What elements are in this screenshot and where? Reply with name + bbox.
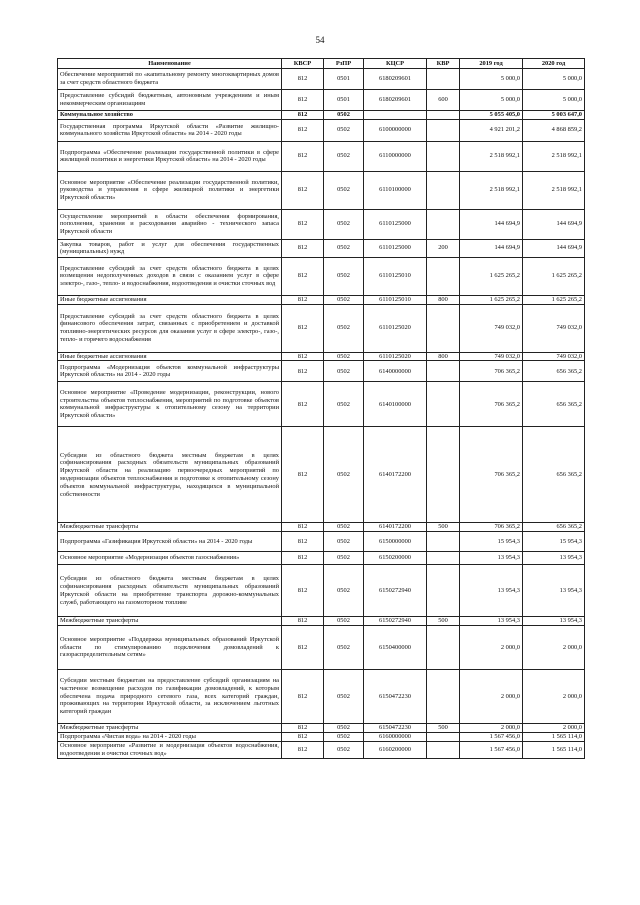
table-row bbox=[58, 670, 585, 724]
cell-kvsr: 812 bbox=[282, 552, 324, 565]
cell-kcsr: 6110125010 bbox=[364, 257, 427, 295]
cell-rzpr: 0502 bbox=[324, 741, 364, 758]
cell-2020: 1 565 114,0 bbox=[523, 732, 585, 741]
header-kcsr: КЦСР bbox=[364, 59, 427, 69]
cell-2020: 749 032,0 bbox=[523, 304, 585, 352]
cell-2019: 1 567 456,0 bbox=[460, 732, 523, 741]
cell-kvsr: 812 bbox=[282, 732, 324, 741]
cell-kvsr: 812 bbox=[282, 304, 324, 352]
cell-name: Межбюджетные трансферты bbox=[58, 523, 282, 532]
cell-2020: 2 000,0 bbox=[523, 626, 585, 670]
cell-2020: 4 868 859,2 bbox=[523, 119, 585, 141]
cell-rzpr: 0502 bbox=[324, 239, 364, 257]
cell-2019: 2 000,0 bbox=[460, 670, 523, 724]
cell-kvr bbox=[427, 565, 460, 617]
cell-kvr bbox=[427, 209, 460, 239]
cell-2019: 749 032,0 bbox=[460, 352, 523, 361]
cell-kcsr: 6110125010 bbox=[364, 295, 427, 304]
cell-kvr: 800 bbox=[427, 352, 460, 361]
cell-kvr bbox=[427, 382, 460, 427]
cell-kvr: 500 bbox=[427, 523, 460, 532]
table-row bbox=[58, 69, 585, 90]
cell-kvsr: 812 bbox=[282, 532, 324, 552]
cell-name: Подпрограмма «Газификация Иркутской области» на 2014 - 2020 годы bbox=[58, 532, 282, 552]
cell-2019: 2 000,0 bbox=[460, 626, 523, 670]
cell-rzpr: 0502 bbox=[324, 304, 364, 352]
cell-name: Государственная программа Иркутской области «Развитие жилищно-коммунального хозяйства Иркутской области» на 2014 - 2020 годы bbox=[58, 119, 282, 141]
cell-kvsr: 812 bbox=[282, 741, 324, 758]
cell-name: Основное мероприятие «Поддержка муниципальных образований Иркутской области по стимулированию подключения домовладений к газораспределительным сетям» bbox=[58, 626, 282, 670]
cell-kvr: 200 bbox=[427, 239, 460, 257]
table-row bbox=[58, 361, 585, 382]
cell-2020: 656 365,2 bbox=[523, 523, 585, 532]
table-row bbox=[58, 532, 585, 552]
header-kvr: КВР bbox=[427, 59, 460, 69]
cell-2019: 706 365,2 bbox=[460, 523, 523, 532]
cell-rzpr: 0502 bbox=[324, 617, 364, 626]
cell-kcsr: 6110125020 bbox=[364, 352, 427, 361]
cell-kvr: 600 bbox=[427, 90, 460, 111]
cell-kvsr: 812 bbox=[282, 119, 324, 141]
header-name: Наименование bbox=[58, 59, 282, 69]
cell-2019: 706 365,2 bbox=[460, 361, 523, 382]
cell-name: Предоставление субсидий за счет средств областного бюджета в целях финансового обеспечения затрат, связанных с приобретением и доставкой топливно-энергетических ресурсов для оказания услуг в сфере электро-, газо-, тепло- и горячего водоснабжения bbox=[58, 304, 282, 352]
cell-kvsr: 812 bbox=[282, 295, 324, 304]
table-row bbox=[58, 724, 585, 733]
cell-2020: 13 954,3 bbox=[523, 565, 585, 617]
cell-2020: 1 565 114,0 bbox=[523, 741, 585, 758]
table-header-row bbox=[58, 59, 585, 69]
cell-2020: 5 000,0 bbox=[523, 90, 585, 111]
cell-2019: 749 032,0 bbox=[460, 304, 523, 352]
cell-kvr bbox=[427, 741, 460, 758]
cell-rzpr: 0502 bbox=[324, 523, 364, 532]
cell-2020: 749 032,0 bbox=[523, 352, 585, 361]
cell-name: Межбюджетные трансферты bbox=[58, 617, 282, 626]
cell-kcsr: 6150000000 bbox=[364, 532, 427, 552]
table-row bbox=[58, 257, 585, 295]
cell-name: Субсидии из областного бюджета местным бюджетам в целях софинансирования расходных обязательств муниципальных образований Иркутской области на приобретение транспорта дорожно-коммунальных служб, работающего на газомоторном топливе bbox=[58, 565, 282, 617]
table-row bbox=[58, 732, 585, 741]
header-2020: 2020 год bbox=[523, 59, 585, 69]
table-row bbox=[58, 119, 585, 141]
cell-kcsr: 6110000000 bbox=[364, 141, 427, 171]
table-row bbox=[58, 209, 585, 239]
cell-kcsr: 6150472230 bbox=[364, 724, 427, 733]
cell-kcsr: 6140172200 bbox=[364, 523, 427, 532]
cell-2019: 13 954,3 bbox=[460, 617, 523, 626]
cell-kvsr: 812 bbox=[282, 617, 324, 626]
cell-kcsr: 6110100000 bbox=[364, 171, 427, 209]
header-rzpr: РзПР bbox=[324, 59, 364, 69]
cell-kvsr: 812 bbox=[282, 382, 324, 427]
cell-2019: 4 921 201,2 bbox=[460, 119, 523, 141]
cell-2020: 1 625 265,2 bbox=[523, 295, 585, 304]
cell-rzpr: 0502 bbox=[324, 171, 364, 209]
cell-kvr bbox=[427, 670, 460, 724]
cell-kvr bbox=[427, 141, 460, 171]
cell-name: Основное мероприятие «Обеспечение реализации государственной политики, руководства и управления в сфере жилищной политики и энергетики Иркутской области» bbox=[58, 171, 282, 209]
cell-kcsr: 6160200000 bbox=[364, 741, 427, 758]
cell-name: Основное мероприятие «Развитие и модернизация объектов водоснабжения, водоотведения и очистки сточных вод» bbox=[58, 741, 282, 758]
cell-kvsr: 812 bbox=[282, 352, 324, 361]
cell-2020: 2 518 992,1 bbox=[523, 141, 585, 171]
cell-name: Закупка товаров, работ и услуг для обеспечения государственных (муниципальных) нужд bbox=[58, 239, 282, 257]
cell-2019: 1 567 456,0 bbox=[460, 741, 523, 758]
cell-2019: 2 000,0 bbox=[460, 724, 523, 733]
cell-rzpr: 0502 bbox=[324, 565, 364, 617]
cell-name: Предоставление субсидий за счет средств областного бюджета в целях возмещения недополученных доходов в связи с оказанием услуг в сфере электро-, газо-, тепло- и водоснабжения, водоотведения и очистки сточных вод bbox=[58, 257, 282, 295]
cell-kvsr: 812 bbox=[282, 209, 324, 239]
cell-kcsr: 6160000000 bbox=[364, 732, 427, 741]
table-row bbox=[58, 523, 585, 532]
table-row bbox=[58, 552, 585, 565]
cell-kvsr: 812 bbox=[282, 69, 324, 90]
cell-kcsr: 6150272940 bbox=[364, 617, 427, 626]
cell-rzpr: 0502 bbox=[324, 724, 364, 733]
cell-2020: 2 518 992,1 bbox=[523, 171, 585, 209]
cell-kcsr: 6150200000 bbox=[364, 552, 427, 565]
cell-kvr bbox=[427, 119, 460, 141]
table-row bbox=[58, 239, 585, 257]
cell-2020: 1 625 265,2 bbox=[523, 257, 585, 295]
cell-2019: 5 055 405,0 bbox=[460, 111, 523, 120]
cell-2019: 13 954,3 bbox=[460, 565, 523, 617]
cell-2020: 13 954,3 bbox=[523, 552, 585, 565]
cell-kvsr: 812 bbox=[282, 111, 324, 120]
cell-2019: 706 365,2 bbox=[460, 382, 523, 427]
cell-rzpr: 0502 bbox=[324, 209, 364, 239]
cell-kvsr: 812 bbox=[282, 239, 324, 257]
cell-rzpr: 0502 bbox=[324, 626, 364, 670]
cell-2019: 5 000,0 bbox=[460, 69, 523, 90]
cell-kcsr: 6150272940 bbox=[364, 565, 427, 617]
cell-name: Иные бюджетные ассигнования bbox=[58, 295, 282, 304]
cell-kvr bbox=[427, 626, 460, 670]
table-row bbox=[58, 741, 585, 758]
cell-name: Предоставление субсидий бюджетным, автономным учреждениям и иным некоммерческим организациям bbox=[58, 90, 282, 111]
cell-2019: 1 625 265,2 bbox=[460, 295, 523, 304]
cell-2020: 2 000,0 bbox=[523, 670, 585, 724]
cell-kvr bbox=[427, 111, 460, 120]
header-2019: 2019 год bbox=[460, 59, 523, 69]
cell-2020: 5 003 647,0 bbox=[523, 111, 585, 120]
cell-rzpr: 0502 bbox=[324, 295, 364, 304]
cell-kvr bbox=[427, 257, 460, 295]
cell-2019: 706 365,2 bbox=[460, 427, 523, 523]
cell-kvr bbox=[427, 171, 460, 209]
cell-rzpr: 0502 bbox=[324, 732, 364, 741]
cell-2020: 656 365,2 bbox=[523, 382, 585, 427]
cell-rzpr: 0502 bbox=[324, 532, 364, 552]
table-body bbox=[58, 69, 585, 759]
cell-rzpr: 0502 bbox=[324, 552, 364, 565]
cell-kcsr: 6110125000 bbox=[364, 209, 427, 239]
cell-name: Иные бюджетные ассигнования bbox=[58, 352, 282, 361]
cell-2020: 15 954,3 bbox=[523, 532, 585, 552]
cell-name: Межбюджетные трансферты bbox=[58, 724, 282, 733]
cell-2019: 1 625 265,2 bbox=[460, 257, 523, 295]
cell-kvr bbox=[427, 532, 460, 552]
cell-rzpr: 0502 bbox=[324, 111, 364, 120]
cell-name: Осуществление мероприятий в области обеспечения формирования, пополнения, хранения и расходования аварийно - технического запаса Иркутской области bbox=[58, 209, 282, 239]
cell-2020: 144 694,9 bbox=[523, 239, 585, 257]
cell-kcsr: 6180209601 bbox=[364, 90, 427, 111]
cell-kvr: 500 bbox=[427, 724, 460, 733]
table-row bbox=[58, 382, 585, 427]
cell-kcsr bbox=[364, 111, 427, 120]
table-row bbox=[58, 617, 585, 626]
cell-kvr bbox=[427, 69, 460, 90]
cell-rzpr: 0502 bbox=[324, 352, 364, 361]
table-row bbox=[58, 304, 585, 352]
cell-2020: 144 694,9 bbox=[523, 209, 585, 239]
cell-kcsr: 6110125000 bbox=[364, 239, 427, 257]
cell-name: Основное мероприятие «Проведение модернизации, реконструкции, нового строительства объектов теплоснабжения, мероприятий по подготовке объектов коммунальной инфраструктуры к отопительному сезону на территории Иркутской области» bbox=[58, 382, 282, 427]
cell-2020: 656 365,2 bbox=[523, 427, 585, 523]
cell-kvsr: 812 bbox=[282, 427, 324, 523]
cell-kcsr: 6140000000 bbox=[364, 361, 427, 382]
cell-2020: 5 000,0 bbox=[523, 69, 585, 90]
cell-2019: 15 954,3 bbox=[460, 532, 523, 552]
cell-2019: 13 954,3 bbox=[460, 552, 523, 565]
cell-kvsr: 812 bbox=[282, 171, 324, 209]
cell-rzpr: 0501 bbox=[324, 90, 364, 111]
cell-kvsr: 812 bbox=[282, 523, 324, 532]
cell-name: Основное мероприятие «Модернизация объектов газоснабжения» bbox=[58, 552, 282, 565]
cell-rzpr: 0502 bbox=[324, 670, 364, 724]
cell-kvsr: 812 bbox=[282, 90, 324, 111]
cell-kvr bbox=[427, 304, 460, 352]
table-row bbox=[58, 141, 585, 171]
cell-rzpr: 0502 bbox=[324, 141, 364, 171]
cell-2020: 656 365,2 bbox=[523, 361, 585, 382]
cell-kvr bbox=[427, 427, 460, 523]
cell-2020: 2 000,0 bbox=[523, 724, 585, 733]
cell-2019: 144 694,9 bbox=[460, 239, 523, 257]
table-row bbox=[58, 626, 585, 670]
cell-name: Подпрограмма «Модернизация объектов коммунальной инфраструктуры Иркутской области» на 2014 - 2020 годы bbox=[58, 361, 282, 382]
cell-kvsr: 812 bbox=[282, 724, 324, 733]
table-row bbox=[58, 352, 585, 361]
cell-2019: 2 518 992,1 bbox=[460, 171, 523, 209]
cell-name: Субсидии местным бюджетам на предоставление субсидий организациям на частичное возмещение расходов по газификации домовладений, к которым обеспечена подача природного сетевого газа, всех категорий граждан, проживающих на территории Иркутской области, за исключением льготных категорий граждан bbox=[58, 670, 282, 724]
table-row bbox=[58, 90, 585, 111]
cell-rzpr: 0502 bbox=[324, 382, 364, 427]
cell-rzpr: 0502 bbox=[324, 119, 364, 141]
cell-kcsr: 6140172200 bbox=[364, 427, 427, 523]
cell-2019: 5 000,0 bbox=[460, 90, 523, 111]
cell-kcsr: 6140100000 bbox=[364, 382, 427, 427]
cell-kvsr: 812 bbox=[282, 565, 324, 617]
cell-2019: 144 694,9 bbox=[460, 209, 523, 239]
budget-table bbox=[57, 58, 585, 759]
cell-2020: 13 954,3 bbox=[523, 617, 585, 626]
cell-kcsr: 6100000000 bbox=[364, 119, 427, 141]
cell-kvsr: 812 bbox=[282, 626, 324, 670]
table-row bbox=[58, 171, 585, 209]
header-kvsr: КВСР bbox=[282, 59, 324, 69]
cell-kvsr: 812 bbox=[282, 141, 324, 171]
cell-kvr: 500 bbox=[427, 617, 460, 626]
cell-kcsr: 6110125020 bbox=[364, 304, 427, 352]
table-row bbox=[58, 295, 585, 304]
table-row bbox=[58, 111, 585, 120]
cell-name: Подпрограмма «Обеспечение реализации государственной политики в сфере жилищной политики и энергетики Иркутской области» на 2014 - 2020 годы bbox=[58, 141, 282, 171]
cell-rzpr: 0502 bbox=[324, 427, 364, 523]
cell-kvsr: 812 bbox=[282, 361, 324, 382]
cell-kvr: 800 bbox=[427, 295, 460, 304]
cell-name: Коммунальное хозяйство bbox=[58, 111, 282, 120]
cell-kvr bbox=[427, 732, 460, 741]
cell-kcsr: 6150400000 bbox=[364, 626, 427, 670]
cell-kcsr: 6180209601 bbox=[364, 69, 427, 90]
cell-kvsr: 812 bbox=[282, 670, 324, 724]
cell-name: Обеспечение мероприятий по «капитальному ремонту многоквартирных домов за счет средств областного бюджета bbox=[58, 69, 282, 90]
cell-name: Подпрограмма «Чистая вода» на 2014 - 2020 годы bbox=[58, 732, 282, 741]
table-row bbox=[58, 427, 585, 523]
cell-rzpr: 0502 bbox=[324, 257, 364, 295]
cell-2019: 2 518 992,1 bbox=[460, 141, 523, 171]
cell-rzpr: 0502 bbox=[324, 361, 364, 382]
cell-name: Субсидии из областного бюджета местным бюджетам в целях софинансирования расходных обязательств муниципальных образований Иркутской области на реализацию первоочередных мероприятий по модернизации объектов теплоснабжения и подготовке к отопительному сезону объектов коммунальной инфраструктуры, находящихся в муниципальной собственности bbox=[58, 427, 282, 523]
page-number: 54 bbox=[315, 35, 325, 45]
cell-kcsr: 6150472230 bbox=[364, 670, 427, 724]
cell-kvr bbox=[427, 552, 460, 565]
cell-rzpr: 0501 bbox=[324, 69, 364, 90]
cell-kvsr: 812 bbox=[282, 257, 324, 295]
table-row bbox=[58, 565, 585, 617]
cell-kvr bbox=[427, 361, 460, 382]
